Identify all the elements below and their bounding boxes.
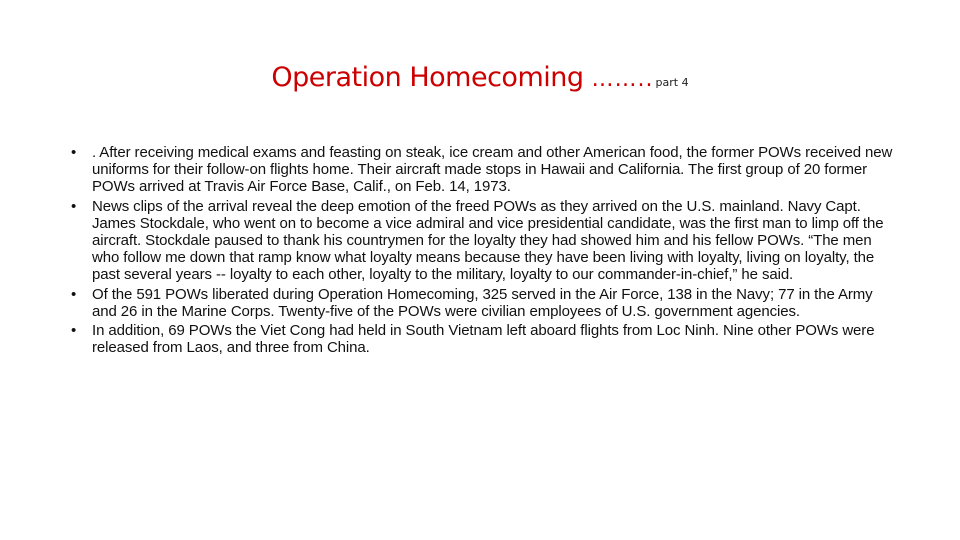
bullet-item xyxy=(71,286,893,320)
slide-title xyxy=(0,62,960,93)
bullet-dot-icon: • xyxy=(71,285,77,303)
bullet-item xyxy=(71,322,893,356)
bullet-text: News clips of the arrival reveal the deep emotion of the freed POWs as they arrived on the U.S. mainland. Navy Capt. James Stockdale, who went on to become a vice admiral and vice presidential candidate, was the first man to limp off the aircraft. Stockdale paused to thank his countrymen for the loyalty they had showed him and his fellow POWs. “The men who follow me down that ramp know what loyalty means because they have been living with loyalty, living on loyalty, the past several years -- loyalty to each other, loyalty to the military, loyalty to our commander-in-chief,” he said. xyxy=(92,197,884,284)
bullet-item xyxy=(71,144,893,196)
title-part-label: part 4 xyxy=(655,76,689,89)
bullet-text: Of the 591 POWs liberated during Operation Homecoming, 325 served in the Air Force, 138 in the Navy; 77 in the Army and 26 in the Marine Corps. Twenty-five of the POWs were civilian employees of U.S. government agencies. xyxy=(92,285,873,320)
bullet-item xyxy=(71,198,893,284)
bullet-dot-icon: • xyxy=(71,322,77,340)
bullet-dot-icon: • xyxy=(71,197,77,215)
bullet-text: . After receiving medical exams and feasting on steak, ice cream and other American food, the former POWs received new uniforms for their follow-on flights home. Their aircraft made stops in Hawaii and California. The first group of 20 former POWs arrived at Travis Air Force Base, Calif., on Feb. 14, 1973. xyxy=(92,144,893,196)
bullet-text: In addition, 69 POWs the Viet Cong had held in South Vietnam left aboard flights from Loc Ninh. Nine other POWs were released from Laos, and three from China. xyxy=(92,322,875,357)
bullet-dot-icon: • xyxy=(71,144,77,161)
title-dots: …….. xyxy=(591,67,654,92)
bullet-list xyxy=(71,144,893,358)
title-main-text: Operation Homecoming xyxy=(271,62,584,93)
